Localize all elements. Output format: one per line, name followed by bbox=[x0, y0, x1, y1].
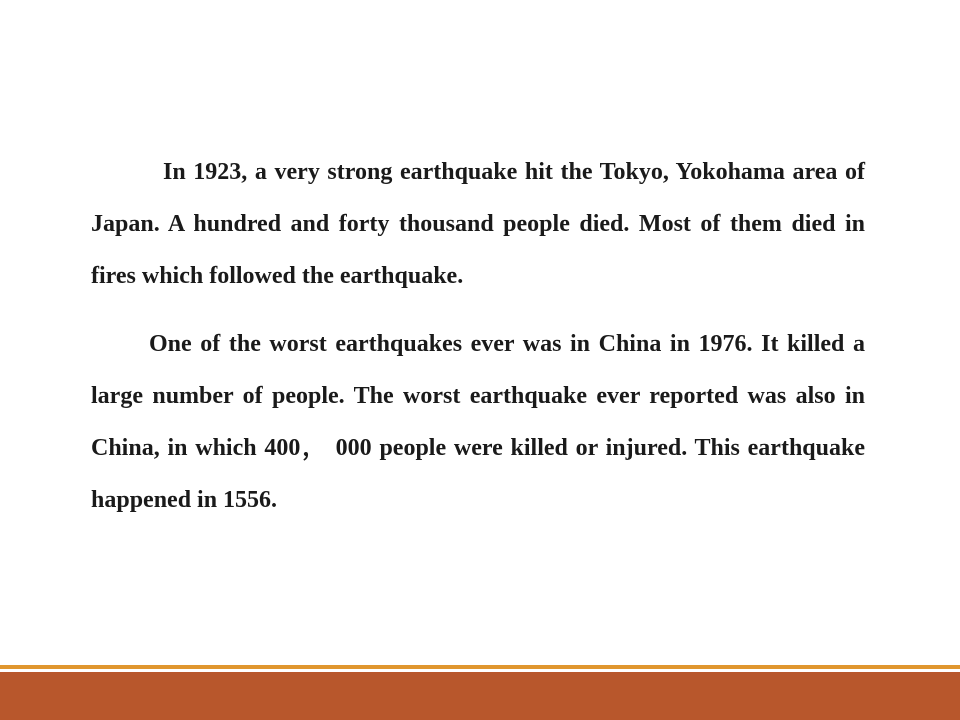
paragraph-china-1976: One of the worst earthquakes ever was in China in 1976. It killed a large number of people. The worst earthquake ever reported was also in China, in which 400， 000 people were killed or injured. This earthquake happened in 1556. bbox=[91, 331, 865, 513]
footer-accent-line bbox=[0, 665, 960, 669]
paragraph-tokyo-1923: In 1923, a very strong earthquake hit the Tokyo, Yokohama area of Japan. A hundred and forty thousand people died. Most of them died in fires which followed the earthquake. bbox=[91, 159, 865, 289]
footer-bar bbox=[0, 672, 960, 720]
slide-body bbox=[91, 146, 865, 526]
